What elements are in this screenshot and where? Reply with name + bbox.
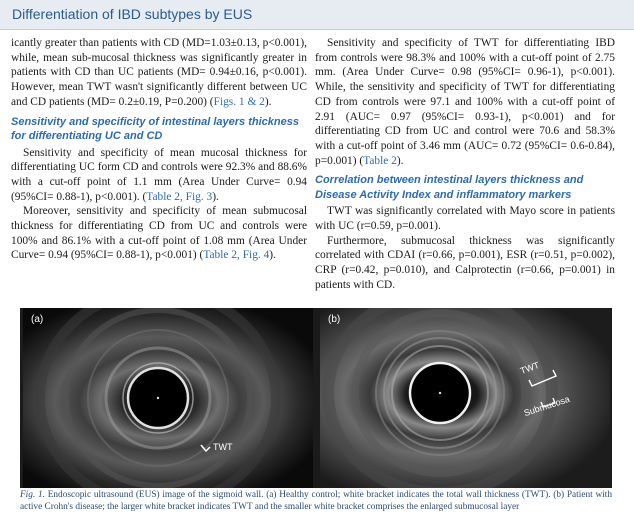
right-column bbox=[315, 36, 615, 293]
left-para1-text: icantly greater than patients with CD (MD=1.03±0.13, p<0.001), while, mean sub-mucosal thickness was significantly greater in patients with CD than UC patients (MD= 0.94±0.16, p<0.001). However, mean TWT wasn't significantly different between UC and CD patients (MD= 0.2±0.19, P=0.200) ( bbox=[11, 37, 307, 108]
right-paragraph-1 bbox=[315, 36, 615, 168]
figure-1 bbox=[20, 308, 612, 488]
right-paragraph-2: TWT was significantly correlated with Mayo score in patients with UC (r=0.59, p=0.001). bbox=[315, 205, 615, 233]
figs-1-2-link[interactable]: Figs. 1 & 2 bbox=[213, 95, 265, 108]
left-column bbox=[11, 36, 307, 263]
left-para3-text: Moreover, sensitivity and specificity of mean submucosal thickness for differentiating CD from UC and controls were 100% and 86.1% with a cut-off point of 1.08 mm (Area Under Curve= 0.94 (95%CI= 0.88-1), p<0.001) ( bbox=[11, 205, 307, 262]
left-paragraph-1 bbox=[11, 36, 307, 110]
table2-link[interactable]: Table 2 bbox=[363, 154, 397, 167]
section-heading-correlation: Correlation between intestinal layers thickness and Disease Activity Index and inflammatory markers bbox=[315, 174, 584, 201]
left-para1-end: ). bbox=[264, 95, 272, 108]
table2-fig3-link[interactable]: Table 2, Fig. 3 bbox=[146, 190, 213, 203]
eus-panel-b bbox=[320, 308, 610, 488]
right-para1-text: Sensitivity and specificity of TWT for differentiating IBD from controls were 98.3% and 100% with a cut-off point of 2.75 mm. (Area Under Curve= 0.98 (95%CI= 0.96-1), p<0.001). While, the sensitivity and specificity of TWT for differentiating CD from controls were 97.1 and 100% with a cut-off point of 2.91 (AUC= 0.97 (95%CI= 0.93-1), p<0.001) and for differentiating CD from UC and control were 70.6 and 58.3% with a cut-off point of 3.46 mm (AUC= 0.72 (95%CI= 0.6-0.84), p=0.001) ( bbox=[315, 37, 615, 167]
submucosa-annotation: Submucosa bbox=[522, 393, 571, 419]
left-para2-text: Sensitivity and specificity of mean mucosal thickness for differentiating UC form CD and controls were 92.3% and 88.6% with a cut-off point of 1.1 mm (Area Under Curve= 0.94 (95%CI= 0.88-1), p<0.001). ( bbox=[11, 146, 307, 203]
table2-fig4-link[interactable]: Table 2, Fig. 4 bbox=[203, 249, 270, 262]
panel-b-label: (b) bbox=[328, 314, 341, 325]
right-paragraph-3: Furthermore, submucosal thickness was significantly correlated with CDAI (r=0.66, p=0.001), ESR (r=0.51, p=0.002), CRP (r=0.42, p=0.010), and Calprotectin (r=0.66, p=0.001) in patients with CD. bbox=[315, 234, 615, 291]
panel-a-label: (a) bbox=[31, 314, 44, 325]
caption-text: Endoscopic ultrasound (EUS) image of the sigmoid wall. (a) Healthy control; white bracket indicates the total wall thickness (TWT). (b) Patient with active Crohn's disease; the larger white bracket indicates TWT and the smaller white bracket comprises the enlarged submucosal layer bbox=[20, 490, 612, 512]
page-header-bar bbox=[0, 0, 634, 30]
figure-caption bbox=[20, 489, 612, 513]
twt-annotation-b: TWT bbox=[518, 359, 541, 377]
twt-annotation-a: TWT bbox=[213, 442, 233, 452]
eus-panel-a bbox=[23, 308, 313, 488]
left-paragraph-2 bbox=[11, 146, 307, 205]
running-title: Differentiation of IBD subtypes by EUS bbox=[12, 6, 253, 22]
eus-image-healthy bbox=[23, 308, 313, 488]
right-para1-end: ). bbox=[396, 154, 404, 167]
caption-label: Fig. 1. bbox=[20, 490, 45, 500]
section-heading-sensitivity: Sensitivity and specificity of intestinal layers thickness for differentiating UC and CD bbox=[11, 115, 299, 143]
left-para2-end: ). bbox=[212, 190, 219, 203]
left-paragraph-3 bbox=[11, 204, 307, 263]
left-para3-end: ). bbox=[269, 249, 276, 262]
